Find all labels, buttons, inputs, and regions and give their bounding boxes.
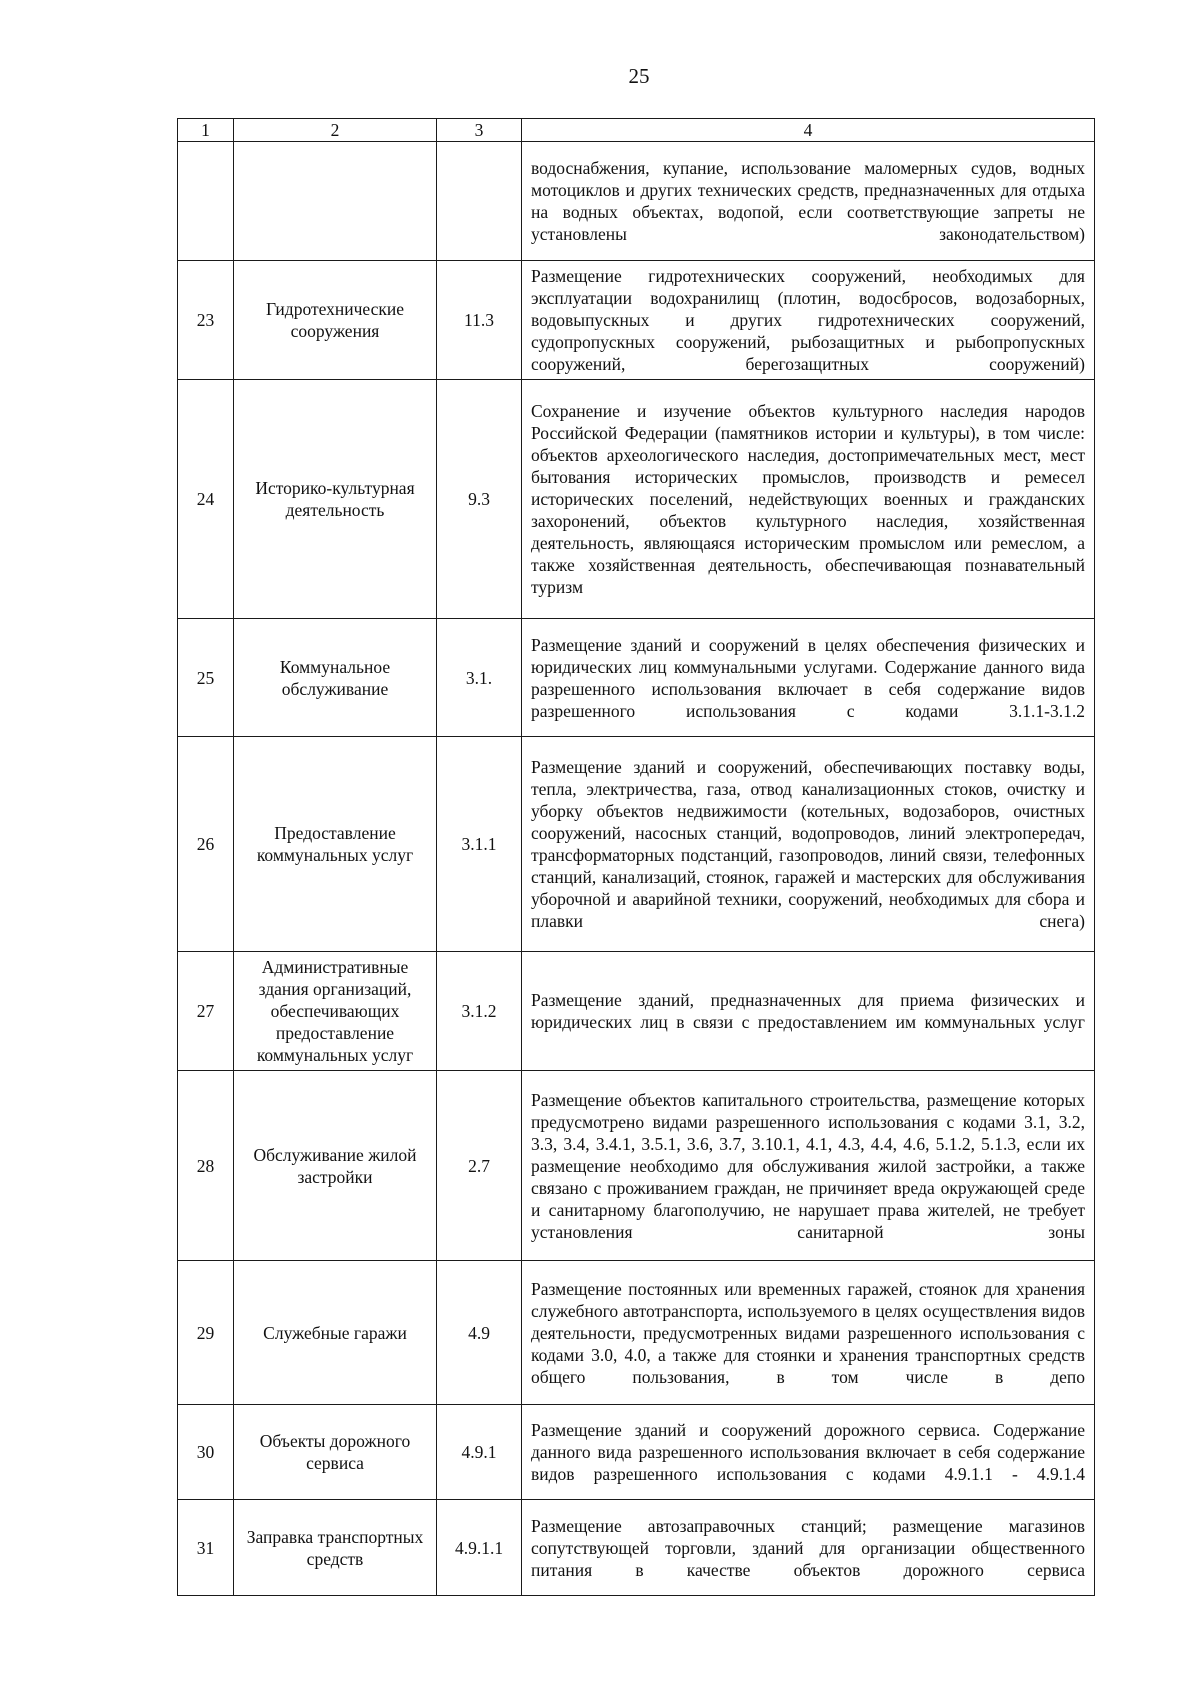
row-code: 3.1.2 xyxy=(437,952,522,1071)
header-col-2: 2 xyxy=(234,119,437,142)
table-row xyxy=(178,619,1095,737)
row-description: Размещение гидротехнических сооружений, необходимых для эксплуатации водохранилищ (плотин, водосбросов, водозаборных, водовыпускных и других гидротехнических сооружений, судопропускных сооружений, рыбозащитных и рыбопропускных сооружений, берегозащитных сооружений) xyxy=(522,261,1095,380)
header-col-3: 3 xyxy=(437,119,522,142)
row-number: 30 xyxy=(178,1405,234,1500)
row-code: 4.9.1 xyxy=(437,1405,522,1500)
row-description: водоснабжения, купание, использование маломерных судов, водных мотоциклов и других технических средств, предназначенных для отдыха на водных объектах, водопой, если соответствующие запреты не установлены законодательством) xyxy=(522,142,1095,261)
row-description: Размещение зданий и сооружений в целях обеспечения физических и юридических лиц коммунальными услугами. Содержание данного вида разрешенного использования включает в себя содержание видов разрешенного использования с кодами 3.1.1-3.1.2 xyxy=(522,619,1095,737)
table-row xyxy=(178,1261,1095,1405)
row-number: 25 xyxy=(178,619,234,737)
table-row xyxy=(178,952,1095,1071)
row-name: Историко-культурная деятельность xyxy=(234,380,437,619)
table-header-row xyxy=(178,119,1095,142)
row-number: 28 xyxy=(178,1071,234,1261)
table-row xyxy=(178,261,1095,380)
row-description: Размещение постоянных или временных гаражей, стоянок для хранения служебного автотранспорта, используемого в целях осуществления видов деятельности, предусмотренных видами разрешенного использования с кодами 3.0, 4.0, а также для стоянки и хранения транспортных средств общего пользования, в том числе в депо xyxy=(522,1261,1095,1405)
row-code: 3.1. xyxy=(437,619,522,737)
row-code: 4.9 xyxy=(437,1261,522,1405)
table-row xyxy=(178,1500,1095,1596)
table-row xyxy=(178,737,1095,952)
header-col-1: 1 xyxy=(178,119,234,142)
table-row xyxy=(178,1405,1095,1500)
row-name: Заправка транспортных средств xyxy=(234,1500,437,1596)
table-row xyxy=(178,380,1095,619)
row-code: 11.3 xyxy=(437,261,522,380)
row-description: Размещение автозаправочных станций; размещение магазинов сопутствующей торговли, зданий для организации общественного питания в качестве объектов дорожного сервиса xyxy=(522,1500,1095,1596)
table-row xyxy=(178,1071,1095,1261)
row-name: Административные здания организаций, обеспечивающих предоставление коммунальных услуг xyxy=(234,952,437,1071)
row-code xyxy=(437,142,522,261)
row-name: Предоставление коммунальных услуг xyxy=(234,737,437,952)
page-number: 25 xyxy=(628,64,650,88)
row-number xyxy=(178,142,234,261)
row-name xyxy=(234,142,437,261)
header-col-4: 4 xyxy=(522,119,1095,142)
row-description: Размещение зданий и сооружений, обеспечивающих поставку воды, тепла, электричества, газа, отвод канализационных стоков, очистку и уборку объектов недвижимости (котельных, водозаборов, очистных сооружений, насосных станций, водопроводов, линий электропередач, трансформаторных подстанций, газопроводов, линий связи, телефонных станций, канализаций, стоянок, гаражей и мастерских для обслуживания уборочной и аварийной техники, сооружений, необходимых для сбора и плавки снега) xyxy=(522,737,1095,952)
row-code: 2.7 xyxy=(437,1071,522,1261)
row-name: Служебные гаражи xyxy=(234,1261,437,1405)
row-code: 3.1.1 xyxy=(437,737,522,952)
row-name: Коммунальное обслуживание xyxy=(234,619,437,737)
row-description: Сохранение и изучение объектов культурного наследия народов Российской Федерации (памятников истории и культуры), в том числе: объектов археологического наследия, достопримечательных мест, мест бытования исторических промыслов, производств и ремесел исторических поселений, недействующих военных и гражданских захоронений, объектов культурного наследия, хозяйственная деятельность, являющаяся историческим промыслом или ремеслом, а также хозяйственная деятельность, обеспечивающая познавательный туризм xyxy=(522,380,1095,619)
row-number: 26 xyxy=(178,737,234,952)
row-description: Размещение объектов капитального строительства, размещение которых предусмотрено видами разрешенного использования с кодами 3.1, 3.2, 3.3, 3.4, 3.4.1, 3.5.1, 3.6, 3.7, 3.10.1, 4.1, 4.3, 4.4, 4.6, 5.1.2, 5.1.3, если их размещение необходимо для обслуживания жилой застройки, а также связано с проживанием граждан, не причиняет вреда окружающей среде и санитарному благополучию, не нарушает права жителей, не требует установления санитарной зоны xyxy=(522,1071,1095,1261)
row-description: Размещение зданий и сооружений дорожного сервиса. Содержание данного вида разрешенного использования включает в себя содержание видов разрешенного использования с кодами 4.9.1.1 - 4.9.1.4 xyxy=(522,1405,1095,1500)
row-name: Обслуживание жилой застройки xyxy=(234,1071,437,1261)
row-code: 4.9.1.1 xyxy=(437,1500,522,1596)
land-use-table xyxy=(177,118,1095,1596)
row-number: 24 xyxy=(178,380,234,619)
row-name: Объекты дорожного сервиса xyxy=(234,1405,437,1500)
row-name: Гидротехнические сооружения xyxy=(234,261,437,380)
table-row xyxy=(178,142,1095,261)
row-code: 9.3 xyxy=(437,380,522,619)
row-description: Размещение зданий, предназначенных для приема физических и юридических лиц в связи с предоставлением им коммунальных услуг xyxy=(522,952,1095,1071)
row-number: 27 xyxy=(178,952,234,1071)
row-number: 23 xyxy=(178,261,234,380)
row-number: 29 xyxy=(178,1261,234,1405)
row-number: 31 xyxy=(178,1500,234,1596)
